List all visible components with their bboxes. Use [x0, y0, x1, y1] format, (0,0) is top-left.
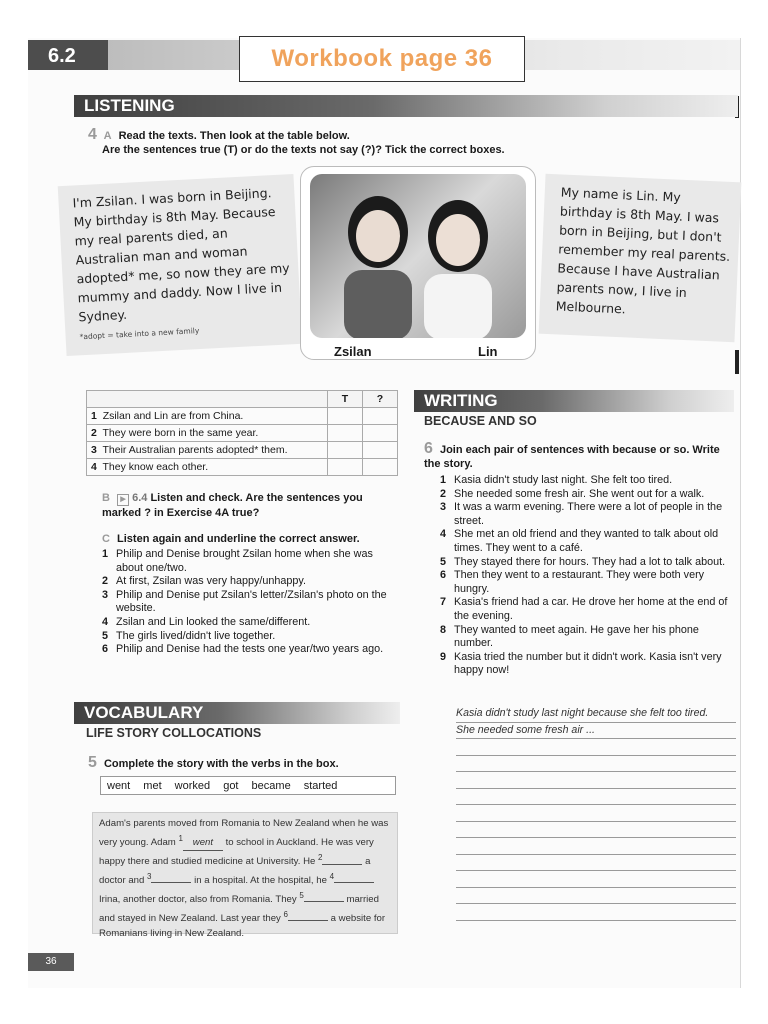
- answer-line[interactable]: [456, 871, 736, 888]
- row-text: They were born in the same year.: [102, 427, 259, 439]
- exercise-letter: B: [102, 492, 110, 504]
- exercise-6-list: [440, 474, 736, 678]
- caption-zsilan: Zsilan: [334, 344, 372, 359]
- list-item: 4 Zsilan and Lin looked the same/different.: [102, 615, 311, 628]
- exercise-4b-instructions: [102, 491, 402, 520]
- instruction-line-2: Are the sentences true (T) or do the texts not say (?)? Tick the correct boxes.: [102, 144, 505, 156]
- list-item: 5 They stayed there for hours. They had a lot to talk about.: [440, 555, 726, 568]
- tick-box-not-say[interactable]: [363, 408, 398, 425]
- row-number: 4: [91, 461, 97, 473]
- exercise-5-text: Complete the story with the verbs in the box.: [103, 758, 339, 770]
- tick-box-true[interactable]: [328, 408, 363, 425]
- page-number: 36: [28, 953, 74, 971]
- row-number: 2: [91, 427, 97, 439]
- exercise-6-instructions: [424, 442, 736, 471]
- lin-text-card: [539, 174, 742, 342]
- column-not-say: ?: [363, 391, 398, 408]
- word-box: went met worked got became started: [100, 776, 396, 795]
- exercise-letter: C: [102, 533, 110, 545]
- vocabulary-subtitle: LIFE STORY COLLOCATIONS: [86, 726, 262, 740]
- tick-box-not-say[interactable]: [363, 459, 398, 476]
- gap-1[interactable]: went: [183, 836, 223, 852]
- list-item: 7 Kasia's friend had a car. He drove her home at the end of the evening.: [440, 596, 728, 622]
- exercise-letter: A: [103, 130, 112, 142]
- adopt-footnote: *adopt = take into a new family: [79, 326, 200, 342]
- list-item: 2 She needed some fresh air. She went out for a walk.: [440, 487, 705, 500]
- exercise-6-text: Join each pair of sentences with because or so. Write the story.: [424, 444, 720, 470]
- list-item: 6 Philip and Denise had the tests one year/two years ago.: [102, 643, 384, 656]
- answer-line[interactable]: [456, 772, 736, 789]
- list-item: 3 Philip and Denise put Zsilan's letter/Zsilan's photo on the website.: [102, 588, 387, 615]
- answer-line[interactable]: [456, 855, 736, 872]
- table-row: [87, 459, 398, 476]
- answer-line[interactable]: [456, 838, 736, 855]
- two-girls-image: [310, 174, 526, 338]
- table-row: [87, 408, 398, 425]
- gap-5[interactable]: [304, 901, 344, 902]
- story-text: Adam's parents moved from Romania to New Zealand when he was very young. Adam $^1$ went to school in Auckland. He was very happy there and studied medicine at University. He $^2$ a doctor and $^3$ in a hospital. At the hospital, he $^4$ Irina, another doctor, also from Romania. They $^5$ married and stayed in New Zealand. Last year they $^6$ a website for Romanians living in New Zealand.: [92, 812, 398, 934]
- lin-text: My name is Lin. My birthday is 8th May. I was born in Beijing, but I don't remember my real parents. Because I have Australian parents now, I live in Melbourne.: [555, 184, 731, 317]
- exercise-b-text: Listen and check. Are the sentences you marked ? in Exercise 4A true?: [102, 492, 363, 519]
- column-true: T: [328, 391, 363, 408]
- answer-line[interactable]: [456, 888, 736, 905]
- answer-line[interactable]: [456, 904, 736, 921]
- list-item: 6 Then they went to a restaurant. They were both very hungry.: [440, 569, 705, 595]
- tick-box-not-say[interactable]: [363, 425, 398, 442]
- gap-6[interactable]: [288, 920, 328, 921]
- writing-heading: WRITING: [414, 390, 734, 412]
- track-number: 6.4: [132, 492, 148, 504]
- audio-play-icon[interactable]: ▶: [117, 494, 129, 506]
- row-text: They know each other.: [102, 461, 209, 473]
- tick-box-true[interactable]: [328, 442, 363, 459]
- row-text: Their Australian parents adopted* them.: [102, 444, 288, 456]
- gap-2[interactable]: [322, 864, 362, 865]
- true-false-table: [86, 390, 398, 476]
- row-number: 3: [91, 444, 97, 456]
- exercise-number: 4: [88, 126, 97, 143]
- gap-3[interactable]: [151, 882, 191, 883]
- list-item: 9 Kasia tried the number but it didn't work. Kasia isn't very happy now!: [440, 650, 722, 677]
- writing-subtitle: BECAUSE AND SO: [424, 414, 537, 428]
- exercise-4c-instructions: [102, 532, 402, 546]
- exercise-5-instructions: [88, 756, 398, 771]
- exercise-number: 5: [88, 754, 97, 771]
- workbook-page-label: Workbook page 36: [239, 36, 525, 82]
- zsilan-text-card: [58, 174, 303, 356]
- writing-answer-lines: [456, 706, 736, 921]
- list-item: 3 It was a warm evening. There were a lot of people in the street.: [440, 501, 723, 527]
- exercise-number: 6: [424, 440, 433, 457]
- tick-box-not-say[interactable]: [363, 442, 398, 459]
- tick-box-true[interactable]: [328, 459, 363, 476]
- answer-line[interactable]: Kasia didn't study last night because she felt too tired.: [456, 706, 736, 723]
- list-item: 2 At first, Zsilan was very happy/unhappy.: [102, 575, 307, 588]
- answer-line[interactable]: [456, 822, 736, 839]
- instruction-line-1: Read the texts. Then look at the table below.: [118, 130, 350, 142]
- row-text: Zsilan and Lin are from China.: [102, 410, 244, 422]
- answer-line[interactable]: [456, 739, 736, 756]
- list-item: 1 Philip and Denise brought Zsilan home when she was about one/two.: [102, 548, 373, 574]
- twin-girls-photo: [310, 174, 526, 338]
- unit-number: 6.2: [28, 40, 108, 70]
- zsilan-text: I'm Zsilan. I was born in Beijing. My birthday is 8th May. Because my real parents died, an Australian man and woman adopted* me, so now they are my mummy and daddy. Now I live in Sydney.: [72, 185, 290, 325]
- list-item: 1 Kasia didn't study last night. She felt too tired.: [440, 474, 673, 486]
- answer-line[interactable]: She needed some fresh air ...: [456, 723, 736, 740]
- caption-lin: Lin: [478, 344, 498, 359]
- gap-4[interactable]: [334, 882, 374, 883]
- row-number: 1: [91, 410, 97, 422]
- page-edge-marker: [735, 350, 739, 374]
- answer-line[interactable]: [456, 756, 736, 773]
- table-row: [87, 442, 398, 459]
- exercise-c-list: [102, 548, 402, 657]
- table-row: [87, 425, 398, 442]
- answer-line[interactable]: [456, 789, 736, 806]
- list-item: 5 The girls lived/didn't live together.: [102, 629, 276, 642]
- exercise-4a-instructions: [88, 128, 648, 157]
- tick-box-true[interactable]: [328, 425, 363, 442]
- exercise-c-text: Listen again and underline the correct answer.: [117, 533, 360, 545]
- answer-line[interactable]: [456, 805, 736, 822]
- list-item: 4 She met an old friend and they wanted to talk about old times. They went to a café.: [440, 528, 719, 554]
- listening-heading: LISTENING: [74, 95, 738, 117]
- vocabulary-heading: VOCABULARY: [74, 702, 400, 724]
- list-item: 8 They wanted to meet again. He gave her his phone number.: [440, 623, 699, 650]
